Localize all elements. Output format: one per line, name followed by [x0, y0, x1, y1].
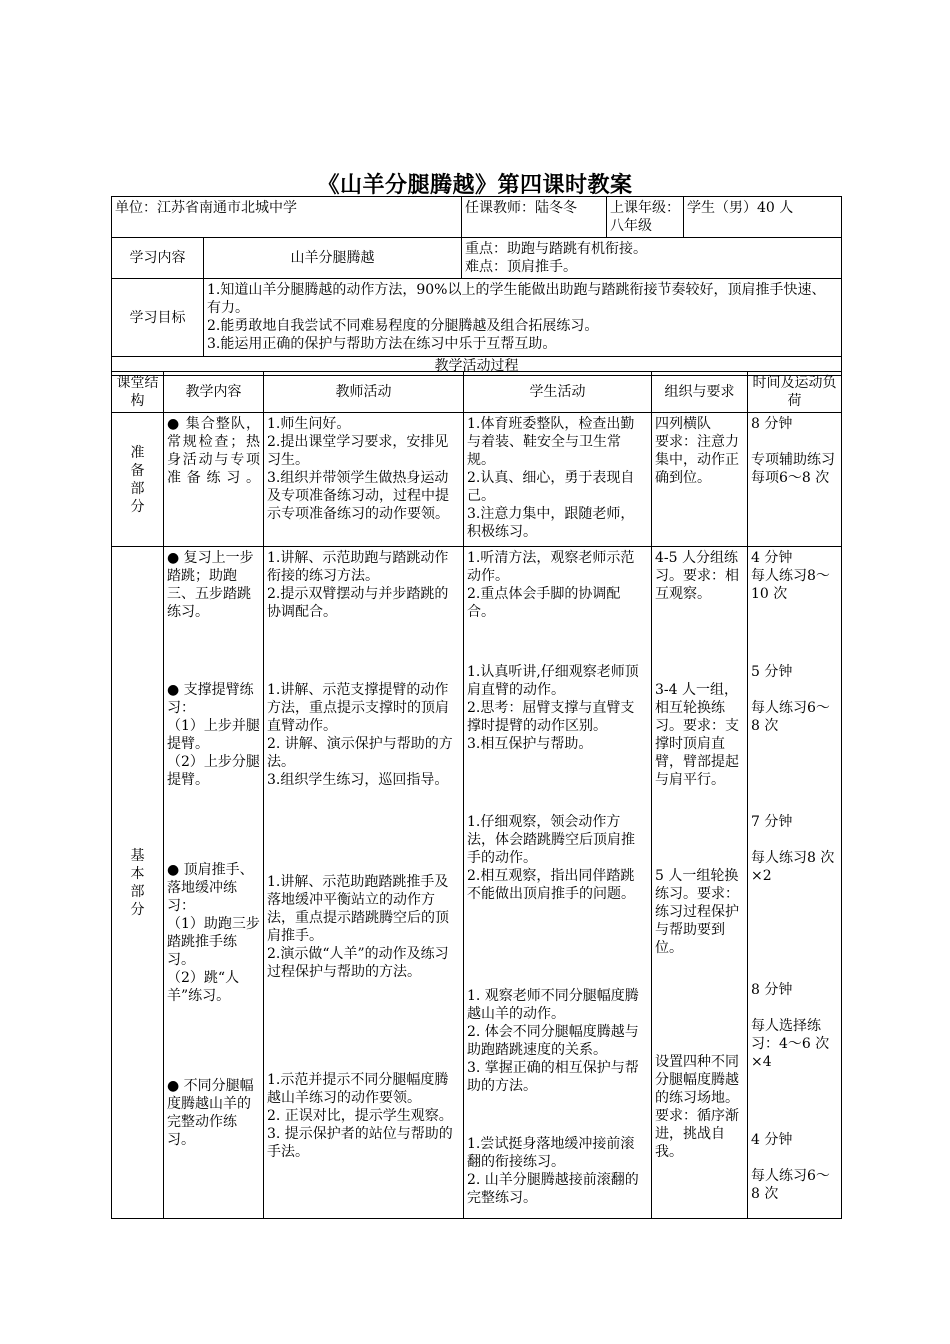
goals-list: [204, 279, 842, 357]
students-cell: 学生（男）40 人: [684, 197, 842, 238]
content-block: ● 不同分腿幅度腾越山羊的完整动作练习。: [167, 1078, 254, 1148]
basic-org: [652, 547, 748, 1219]
teacher-block: 1.讲解、示范支撑提臂的动作方法，重点提示支撑时的顶肩直臂动作。 2. 讲解、演示保护与帮助的方法。 3.组织学生练习，巡回指导。: [267, 682, 453, 788]
goal-item: 2.能勇敢地自我尝试不同难易程度的分腿腾越及组合拓展练习。: [207, 318, 599, 334]
difficulty: 难点：顶肩推手。: [465, 259, 577, 275]
process-table: [111, 371, 842, 1219]
col-student: 学生活动: [464, 372, 652, 413]
col-teacher: 教师活动: [264, 372, 464, 413]
student-block: 1.仔细观察，领会动作方法，体会踏跳腾空后顶肩推手的动作。 2.相互观察，指出同伴踏跳不能做出顶肩推手的问题。: [467, 814, 635, 902]
basic-content: [164, 547, 264, 1219]
org-block: 3-4 人一组，相互轮换练习。要求：支撑时顶肩直臂，臂部提起与肩平行。: [655, 682, 739, 788]
org-block: 5 人一组轮换练习。要求：练习过程保护与帮助要到位。: [655, 868, 739, 956]
basic-teacher: [264, 547, 464, 1219]
basic-student: [464, 547, 652, 1219]
grade-cell: 上课年级：八年级: [607, 197, 684, 238]
prep-structure: 准备部分: [112, 413, 164, 547]
page-title: 《山羊分腿腾越》第四课时教案: [317, 173, 633, 198]
goal-item: 1.知道山羊分腿腾越的动作方法，90%以上的学生能做出助跑与踏跳衔接节奏较好，顶肩推手快速、有力。: [207, 282, 826, 316]
prep-org: 四列横队 要求：注意力集中，动作正确到位。: [652, 413, 748, 547]
student-block: 1.尝试挺身落地缓冲接前滚翻的衔接练习。 2. 山羊分腿腾越接前滚翻的完整练习。: [467, 1136, 639, 1206]
time-block: 4 分钟 每人练习6～8 次: [751, 1132, 830, 1202]
goal-item: 3.能运用正确的保护与帮助方法在练习中乐于互帮互助。: [207, 336, 557, 352]
time-block: 4 分钟 每人练习8～10 次: [751, 550, 830, 602]
time-block: 7 分钟 每人练习8 次×2: [751, 814, 835, 884]
prep-student: 1.体育班委整队，检查出勤与着装、鞋安全与卫生常规。 2.认真、细心，勇于表现自己。 3.注意力集中，跟随老师，积极练习。: [464, 413, 652, 547]
time-block: 8 分钟 每人选择练习：4～6 次×4: [751, 982, 830, 1070]
unit-cell: 单位：江苏省南通市北城中学: [112, 197, 462, 238]
teacher-cell: 任课教师：陆冬冬: [462, 197, 607, 238]
teacher-block: 1.讲解、示范助跑与踏跳动作衔接的练习方法。 2.提示双臂摆动与并步踏跳的协调配合。: [267, 550, 449, 620]
col-org: 组织与要求: [652, 372, 748, 413]
teacher-block: 1.示范并提示不同分腿幅度腾越山羊练习的动作要领。 2. 正误对比，提示学生观察。 3. 提示保护者的站位与帮助的手法。: [267, 1072, 453, 1160]
prep-time: 8 分钟 专项辅助练习每项6～8 次: [748, 413, 842, 547]
content-value: 山羊分腿腾越: [204, 238, 462, 279]
content-block: ● 复习上一步踏跳；助跑三、五步踏跳练习。: [167, 550, 254, 620]
basic-structure: 基本部分: [112, 547, 164, 1219]
process-title: 教学活动过程: [112, 357, 842, 376]
student-block: 1. 观察老师不同分腿幅度腾越山羊的动作。 2. 体会不同分腿幅度腾越与助跑踏跳速度的关系。 3. 掌握正确的相互保护与帮助的方法。: [467, 988, 639, 1094]
teacher-block: 1.讲解、示范助跑踏跳推手及落地缓冲平衡站立的动作方法，重点提示踏跳腾空后的顶肩推手。 2.演示做“人羊”的动作及练习过程保护与帮助的方法。: [267, 874, 449, 980]
content-block: ● 顶肩推手、落地缓冲练习： （1）助跑三步踏跳推手练习。 （2）跳“人羊”练习。: [167, 862, 260, 1004]
prep-content: ● 集合整队，常规检查；热身活动与专项准备练习。: [164, 413, 264, 547]
student-block: 1.听清方法，观察老师示范动作。 2.重点体会手脚的协调配合。: [467, 550, 635, 620]
col-time: 时间及运动负荷: [748, 372, 842, 413]
goals-label: 学习目标: [112, 279, 204, 357]
org-block: 设置四种不同分腿幅度腾越的练习场地。要求：循序渐进，挑战自我。: [655, 1054, 739, 1160]
basic-time: [748, 547, 842, 1219]
prep-row: [112, 413, 842, 547]
content-label: 学习内容: [112, 238, 204, 279]
time-block: 5 分钟 每人练习6～8 次: [751, 664, 830, 734]
org-block: 4-5 人分组练习。要求：相互观察。: [655, 550, 739, 602]
key-point: 重点：助跑与踏跳有机衔接。: [465, 241, 647, 257]
student-block: 1.认真听讲,仔细观察老师顶肩直臂的动作。 2.思考：屈臂支撑与直臂支撑时提臂的动作区别。 3.相互保护与帮助。: [467, 664, 639, 752]
content-block: ● 支撑提臂练习： （1）上步并腿提臂。 （2）上步分腿提臂。: [167, 682, 260, 788]
col-content: 教学内容: [164, 372, 264, 413]
col-structure: 课堂结构: [112, 372, 164, 413]
prep-teacher: 1.师生问好。 2.提出课堂学习要求，安排见习生。 3.组织并带领学生做热身运动及专项准备练习动，过程中提示专项准备练习的动作要领。: [264, 413, 464, 547]
basic-row: [112, 547, 842, 1219]
key-points: [462, 238, 842, 279]
header-table: [111, 196, 842, 376]
